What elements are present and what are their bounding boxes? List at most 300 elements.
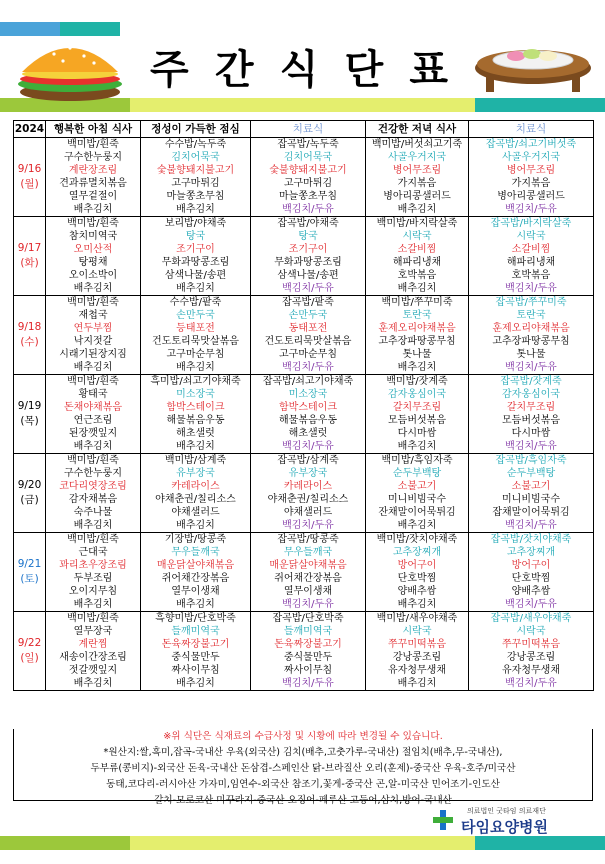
menu-item: 시락국 [402,626,432,637]
menu-item: 토란국 [402,310,432,321]
menu-item: 오이소박이 [68,270,118,281]
menu-item: 조기구이 [176,244,215,255]
menu-item: 야채샐러드 [283,507,333,518]
header-lunch-diet: 치료식 [251,121,366,138]
origin-line: 동태,코다리-러시아산 가자미,임연수-외국산 참조기,꽃게-중국산 곤,알-미국산 민어조기-인도산 [106,779,500,790]
menu-item: 갈치무조림 [392,402,442,413]
menu-item: 훈제오리야채볶음 [492,323,570,334]
menu-item: 쭈꾸미떡볶음 [502,639,560,650]
menu-item: 유부장국 [288,468,328,479]
menu-item: 잡곡밥/쇠고기버섯죽 [485,139,577,150]
menu-item: 배추김치 [73,283,113,294]
menu-item: 강낭콩조림 [392,652,442,663]
menu-item: 기장밥/땅콩죽 [164,534,227,545]
menu-item: 잡곡밥/바지락살죽 [490,218,572,229]
menu-item: 무우들깨국 [283,547,333,558]
menu-item: 들깨미역국 [171,626,220,637]
day-date-cell [14,138,46,217]
menu-item: 잡곡밥/팥죽 [282,297,334,308]
menu-item: 소불고기 [397,481,437,492]
menu-item: 백미밥/흰죽 [67,455,119,466]
menu-item: 숙주나물 [73,507,113,518]
title-char: 주 [150,46,191,93]
menu-item: 배추김치 [73,520,113,531]
menu-item: 잡곡밥/땅콩죽 [277,534,339,545]
menu-item: 배추김치 [397,678,437,689]
menu-item: 흑향미밥/단호박죽 [155,613,236,624]
menu-item: 백미밥/흑임자죽 [381,455,453,466]
menu-item: 갈치무조림 [506,402,556,413]
menu-item: 시락국 [402,231,432,242]
lunch-diet-cell [251,375,366,454]
lunch-cell [141,375,251,454]
menu-item: 동태포전 [288,323,328,334]
day-of-week: (일) [20,652,39,664]
menu-item: 참치미역국 [68,231,118,242]
menu-item: 백미밥/흰죽 [67,218,119,229]
menu-item: 고구마순무침 [279,349,337,360]
day-date-cell [14,217,46,296]
menu-item: 카레라이스 [283,481,333,492]
menu-item: 연근조림 [73,415,113,426]
menu-item: 감자채볶음 [68,494,118,505]
menu-item: 백김치/두유 [282,678,334,689]
menu-item: 야채샐러드 [171,507,220,518]
header-breakfast: 행복한 아침 식사 [46,121,141,138]
menu-item: 잡곡밥/삼계죽 [277,455,339,466]
menu-item: 소불고기 [511,481,551,492]
dinner-diet-cell [469,612,594,691]
menu-item: 백미밥/흰죽 [67,139,119,150]
menu-item: 배추김치 [397,441,437,452]
menu-item: 매운닭살야채볶음 [269,560,347,571]
menu-item: 열무겉절이 [68,191,118,202]
lunch-cell [141,217,251,296]
menu-item: 계란찜 [78,639,108,650]
menu-item: 백김치/두유 [505,362,557,373]
menu-item: 잡곡밥/잣치야채죽 [490,534,572,545]
menu-item: 백김치/두유 [505,520,557,531]
day-date-cell [14,612,46,691]
hospital-cross-icon [431,808,455,832]
menu-item: 백김치/두유 [282,362,334,373]
menu-item: 수수밥/녹두죽 [164,139,227,150]
dinner-diet-cell [469,454,594,533]
table-header-row [14,121,594,138]
lunch-diet-cell [251,296,366,375]
menu-item: 김치어묵국 [283,152,333,163]
menu-item: 잡곡밥/쇠고기야채죽 [262,376,354,387]
notes-box [13,729,593,806]
menu-item: 배추김치 [176,204,215,215]
menu-item: 삼색나물/송편 [164,270,227,281]
menu-item: 소갈비찜 [397,244,437,255]
logo-hospital-name: 타임요양병원 [461,818,548,836]
lunch-cell [141,138,251,217]
header-dinner-diet: 치료식 [469,121,594,138]
origin-line: 두부류(콩비지)-외국산 돈육-국내산 돈삼겹-스페인산 닭-브라질산 오리(훈제)-중국산 우육-호주/미국산 [90,763,516,774]
menu-item: 미소장국 [176,389,215,400]
menu-item: 가지볶음 [397,178,437,189]
menu-item: 중식물만두 [171,652,220,663]
menu-item: 무화과땅콩조림 [161,257,230,268]
menu-item: 시락국 [516,626,546,637]
lunch-diet-cell [251,138,366,217]
menu-item: 꽈리초우장조림 [59,560,127,571]
menu-item: 근대국 [78,547,108,558]
menu-item: 백미밥/잣치야채죽 [376,534,458,545]
lunch-cell [141,296,251,375]
table-row [14,533,594,612]
dinner-cell [366,296,469,375]
menu-item: 소갈비찜 [511,244,551,255]
day-of-week: (월) [20,178,39,190]
dinner-cell [366,533,469,612]
menu-item: 백김치/두유 [282,599,334,610]
menu-item: 고구마튀김 [283,178,333,189]
menu-item: 잡곡밥/새우야채죽 [490,613,572,624]
day-date-cell [14,296,46,375]
breakfast-cell [46,454,141,533]
menu-item: 새송이간장조림 [59,652,127,663]
lunch-diet-cell [251,454,366,533]
menu-item: 오이지무침 [68,586,118,597]
menu-item: 모듬버섯볶음 [388,415,446,426]
weekly-menu-table [13,120,594,691]
menu-item: 미소장국 [288,389,328,400]
menu-item: 잡곡밥/단호박죽 [272,613,344,624]
menu-item: 매운닭살야채볶음 [156,560,235,571]
change-warning: ※위 식단은 식재료의 수급사정 및 시황에 따라 변경될 수 있습니다. [163,731,443,742]
menu-item: 배추김치 [73,678,113,689]
dinner-cell [366,138,469,217]
menu-item: 단호박찜 [511,573,551,584]
burger-illustration-icon [10,34,128,104]
origin-line: 갈치-모로코산 미꾸라지-중국산 오징어-페루산 고등어,삼치,방어-국내산 [154,795,452,806]
menu-item: 쥐어채간장볶음 [274,573,342,584]
menu-item: 유자청무생채 [388,665,446,676]
menu-item: 순두부백탕 [392,468,442,479]
menu-item: 고구마튀김 [171,178,220,189]
title-char: 표 [409,46,450,93]
menu-item: 훈제오리야채볶음 [378,323,456,334]
menu-item: 다시마쌈 [397,428,437,439]
dinner-diet-cell [469,138,594,217]
menu-item: 탕평채 [78,257,108,268]
menu-item: 돈육짜장불고기 [161,639,230,650]
menu-item: 해초샐럿 [176,428,215,439]
menu-item: 함박스테이크 [279,402,337,413]
menu-item: 된장깻잎지 [68,428,118,439]
menu-item: 잡곡밥/야채죽 [277,218,339,229]
table-row [14,454,594,533]
menu-item: 배추김치 [73,362,113,373]
menu-item: 백미밥/흰죽 [67,534,119,545]
menu-item: 잡곡밥/쭈꾸미죽 [495,297,567,308]
menu-item: 사골우거지국 [502,152,560,163]
day-date-cell [14,533,46,612]
logo-foundation-text: 의료법인 굿타임 의료재단 [467,807,546,815]
menu-item: 손만두국 [288,310,328,321]
day-date-cell [14,454,46,533]
menu-item: 짜사이무침 [171,665,220,676]
menu-item: 고구마순무침 [166,349,225,360]
menu-item: 백김치/두유 [505,283,557,294]
menu-item: 방어구이 [397,560,437,571]
day-date: 9/21 [17,558,42,570]
table-row [14,296,594,375]
menu-item: 배추김치 [176,283,215,294]
menu-item: 잔채말이어묵튀김 [378,507,456,518]
lunch-cell [141,612,251,691]
menu-item: 사골우거지국 [388,152,446,163]
menu-item: 잡채말이어묵튀김 [492,507,570,518]
menu-item: 건도토리묵맛살볶음 [152,336,239,347]
menu-item: 탕국 [185,231,206,242]
day-of-week: (목) [20,415,39,427]
menu-item: 두부조림 [73,573,113,584]
menu-item: 등태포전 [176,323,215,334]
origin-line: *원산지:쌀,흑미,잡곡-국내산 우육(외국산) 김치(배추,고춧가루-국내산) 절임치(배추,무-국내산), [103,747,503,758]
dinner-diet-cell [469,217,594,296]
menu-item: 시래기된장지짐 [59,349,127,360]
menu-item: 건도토리묵맛살볶음 [264,336,352,347]
day-date-cell [14,375,46,454]
header-dinner: 건강한 저녁 식사 [366,121,469,138]
menu-item: 열무이생채 [171,586,220,597]
menu-item: 낙지젓갈 [73,336,113,347]
menu-item: 계란장조림 [68,165,118,176]
menu-item: 들깨미역국 [283,626,333,637]
menu-item: 마늘쫑초무침 [166,191,225,202]
menu-item: 백김치/두유 [505,678,557,689]
menu-item: 백김치/두유 [282,441,334,452]
menu-item: 강낭콩조림 [506,652,556,663]
menu-item: 배추김치 [73,441,113,452]
breakfast-cell [46,375,141,454]
day-of-week: (토) [20,573,39,585]
menu-item: 숯불향돼지불고기 [156,165,235,176]
menu-item: 백미밥/흰죽 [67,613,119,624]
menu-item: 흑미밥/쇠고기야채죽 [150,376,241,387]
menu-item: 배추김치 [397,520,437,531]
breakfast-cell [46,296,141,375]
menu-item: 열무이생채 [283,586,333,597]
menu-item: 백미밥/쭈꾸미죽 [381,297,453,308]
lunch-diet-cell [251,533,366,612]
table-row [14,217,594,296]
breakfast-cell [46,217,141,296]
menu-item: 재첩국 [78,310,108,321]
dinner-cell [366,375,469,454]
menu-item: 병어무조림 [506,165,556,176]
day-of-week: (금) [20,494,39,506]
menu-item: 양배추쌈 [511,586,551,597]
menu-item: 병아리콩샐러드 [383,191,451,202]
menu-item: 백미밥/삼계죽 [164,455,227,466]
menu-item: 무우들깨국 [171,547,220,558]
menu-item: 수수밥/팥죽 [169,297,222,308]
dinner-cell [366,612,469,691]
menu-item: 배추김치 [73,204,113,215]
menu-item: 병어무조림 [392,165,442,176]
menu-item: 미니비빔국수 [502,494,560,505]
menu-item: 백미밥/잣계죽 [386,376,448,387]
menu-item: 유자청무생채 [502,665,560,676]
menu-item: 배추김치 [176,441,215,452]
menu-item: 배추김치 [73,599,113,610]
menu-item: 백김치/두유 [505,441,557,452]
menu-item: 해초샐럿 [288,428,328,439]
menu-item: 코다리엿장조림 [59,481,127,492]
menu-item: 토란국 [516,310,546,321]
lunch-diet-cell [251,217,366,296]
menu-item: 구수한누룽지 [64,152,122,163]
menu-item: 고추장파땅콩무침 [378,336,456,347]
menu-item: 열무장국 [73,626,113,637]
menu-item: 백미밥/버섯쇠고기죽 [371,139,463,150]
menu-item: 백김치/두유 [505,204,557,215]
menu-item: 고추장찌개 [506,547,556,558]
menu-item: 배추김치 [176,362,215,373]
dinner-diet-cell [469,375,594,454]
menu-item: 호박볶음 [397,270,437,281]
menu-item: 백김치/두유 [282,520,334,531]
menu-item: 배추김치 [176,678,215,689]
menu-item: 감자옹심이국 [502,389,560,400]
menu-item: 가지볶음 [511,178,551,189]
title-char: 단 [344,46,386,93]
menu-item: 다시마쌈 [511,428,551,439]
menu-item: 백김치/두유 [505,599,557,610]
menu-item: 배추김치 [397,283,437,294]
menu-item: 손만두국 [176,310,215,321]
day-of-week: (수) [20,336,39,348]
menu-item: 야채춘권/칠리소스 [155,494,236,505]
title-char: 간 [214,46,256,93]
dinner-diet-cell [469,533,594,612]
page-title [150,40,450,92]
table-row [14,612,594,691]
menu-item: 배추김치 [397,362,437,373]
table-row [14,375,594,454]
menu-item: 배추김치 [397,204,437,215]
menu-item: 호박볶음 [511,270,551,281]
menu-item: 백김치/두유 [282,204,334,215]
day-date: 9/22 [17,637,42,649]
menu-item: 백미밥/흰죽 [67,297,119,308]
lunch-cell [141,533,251,612]
menu-item: 쥐어채간장볶음 [161,573,230,584]
day-date: 9/17 [17,242,42,254]
menu-item: 감자옹심이국 [388,389,446,400]
bottom-color-stripe [0,836,605,850]
menu-item: 시락국 [516,231,546,242]
menu-item: 해물볶음우동 [279,415,337,426]
day-date: 9/18 [17,321,42,333]
menu-item: 톳나물 [402,349,432,360]
title-char: 식 [279,46,321,93]
menu-item: 견과류멸치볶음 [59,178,127,189]
menu-item: 배추김치 [397,599,437,610]
menu-item: 숯불향돼지불고기 [269,165,347,176]
dinner-diet-cell [469,296,594,375]
header-year: 2024 [14,121,46,138]
menu-item: 잡곡밥/녹두죽 [277,139,339,150]
menu-item: 젓갈깻잎지 [68,665,118,676]
day-date: 9/16 [17,163,42,175]
menu-item: 고추장파땅콩무침 [492,336,570,347]
breakfast-cell [46,138,141,217]
menu-item: 해파리냉채 [506,257,556,268]
menu-item: 오미산적 [73,244,113,255]
menu-item: 해파리냉채 [392,257,442,268]
menu-item: 순두부백탕 [506,468,556,479]
menu-item: 돈채야채볶음 [64,402,122,413]
menu-item: 보리밥/야채죽 [164,218,227,229]
menu-item: 단호박찜 [397,573,437,584]
menu-item: 모듬버섯볶음 [502,415,560,426]
menu-item: 유부장국 [176,468,215,479]
table-row [14,138,594,217]
menu-item: 배추김치 [176,599,215,610]
menu-item: 황태국 [78,389,108,400]
menu-item: 무화과땅콩조림 [274,257,342,268]
menu-item: 마늘쫑초무침 [279,191,337,202]
menu-item: 병아리콩샐러드 [497,191,565,202]
menu-item: 양배추쌈 [397,586,437,597]
day-date: 9/20 [17,479,42,491]
menu-item: 백미밥/새우야채죽 [376,613,458,624]
menu-item: 카레라이스 [171,481,220,492]
menu-item: 백미밥/흰죽 [67,376,119,387]
breakfast-cell [46,612,141,691]
menu-item: 구수한누룽지 [64,468,122,479]
menu-item: 고추장찌개 [392,547,442,558]
menu-item: 김치어묵국 [171,152,220,163]
menu-item: 백김치/두유 [282,283,334,294]
header-lunch: 정성이 가득한 점심 [141,121,251,138]
hospital-logo [431,806,591,834]
menu-item: 삼색나물/송편 [277,270,339,281]
menu-item: 잡곡밥/잣계죽 [500,376,562,387]
menu-item: 연두부찜 [73,323,113,334]
menu-item: 함박스테이크 [166,402,225,413]
menu-item: 방어구이 [511,560,551,571]
menu-item: 배추김치 [176,520,215,531]
day-of-week: (화) [20,257,39,269]
menu-item: 중식물만두 [283,652,333,663]
menu-item: 톳나물 [516,349,546,360]
lunch-diet-cell [251,612,366,691]
dinner-cell [366,454,469,533]
menu-item: 야채춘권/칠리소스 [267,494,349,505]
day-date: 9/19 [17,400,42,412]
lunch-cell [141,454,251,533]
menu-item: 탕국 [298,231,318,242]
menu-item: 돈육짜장불고기 [274,639,342,650]
rice-cake-dish-icon [472,40,594,96]
dinner-cell [366,217,469,296]
menu-item: 백미밥/바지락살죽 [376,218,458,229]
menu-item: 잡곡밥/흑임자죽 [495,455,567,466]
menu-item: 짜사이무침 [283,665,333,676]
menu-item: 쭈꾸미떡볶음 [388,639,446,650]
menu-item: 조기구이 [288,244,328,255]
menu-item: 미니비빔국수 [388,494,446,505]
menu-item: 해물볶음우동 [166,415,225,426]
breakfast-cell [46,533,141,612]
